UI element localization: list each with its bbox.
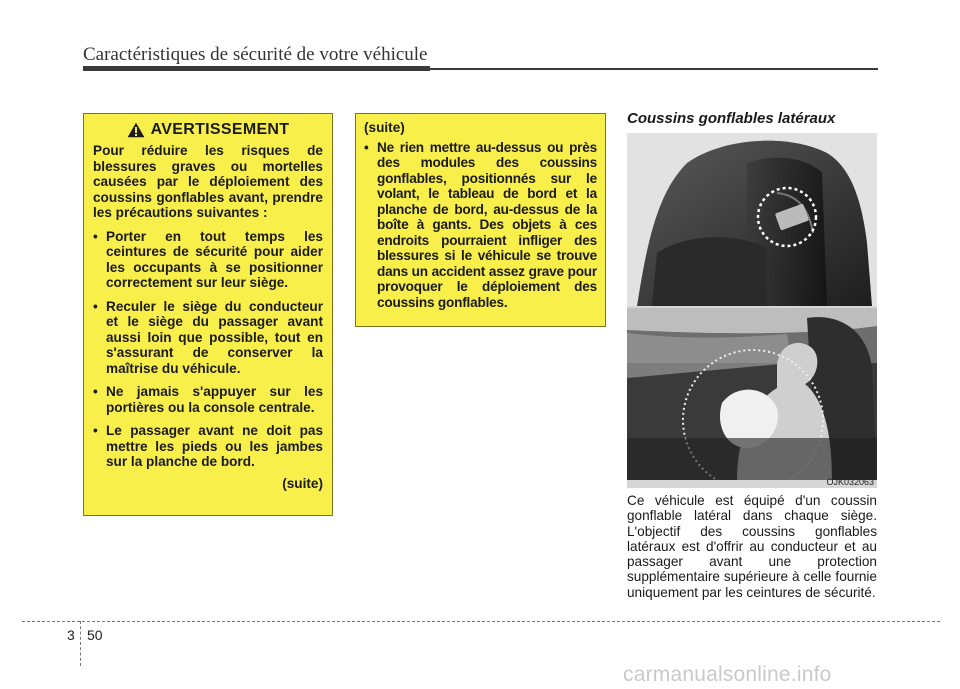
warning-header [93,122,323,138]
warning-bullets [93,229,323,470]
continued-label: (suite) [364,120,405,135]
section-heading: Coussins gonflables latéraux [627,110,836,127]
warning-bullets [364,140,597,311]
warning-triangle-icon [127,122,145,138]
image-code: OJK032063 [826,477,874,487]
watermark: carmanualsonline.info [623,663,832,686]
warning-box [83,113,333,516]
section-body: Ce véhicule est équipé d'un coussin gonflable latéral dans chaque siège. L'objectif des coussins gonflables latéraux est d'offrir au conducteur et au passager avant une protection supplémentaire supérieure à celle fournie uniquement par les ceintures de sécurité. [627,493,877,600]
warning-bullet: • Ne rien mettre au-dessus ou près des modules des coussins gonflables, positionnés sur le volant, le tableau de bord et la planche de bord, au-dessus de la boîte à gants. Des objets à ces endroits pourraient infliger des blessures si le véhicule se trouve dans un accident assez grave pour provoquer le déploiement des coussins gonflables. [364,140,597,311]
warning-bullet: • Porter en tout temps les ceintures de sécurité pour aider les occupants à se positionner correctement sur leur siège. [93,229,323,291]
side-airbag-illustration [627,133,877,488]
footer-rule [22,621,940,622]
warning-intro: Pour réduire les risques de blessures graves ou mortelles causées par le déploiement des coussins gonflables avant, prendre les précautions suivantes : [93,143,323,220]
warning-title: AVERTISSEMENT [150,121,290,139]
warning-bullet: • Le passager avant ne doit pas mettre les pieds ou les jambes sur la planche de bord. [93,423,323,470]
page-header-title: Caractéristiques de sécurité de votre véhicule [83,44,428,65]
seat-airbag-photo [627,133,877,306]
page-number: 50 [87,627,103,643]
footer-divider [80,621,81,666]
airbag-deployment-photo [627,308,877,480]
warning-bullet: • Reculer le siège du conducteur et le siège du passager avant aussi loin que possible, tout en s'assurant de conserver la maîtrise du véhicule. [93,299,323,377]
warning-box-continued [355,113,606,327]
continued-label: (suite) [282,475,323,491]
warning-bullet: • Ne jamais s'appuyer sur les portières ou la console centrale. [93,384,323,415]
chapter-number: 3 [67,627,75,643]
header-rule [83,66,430,71]
header-rule-thin [430,68,878,70]
